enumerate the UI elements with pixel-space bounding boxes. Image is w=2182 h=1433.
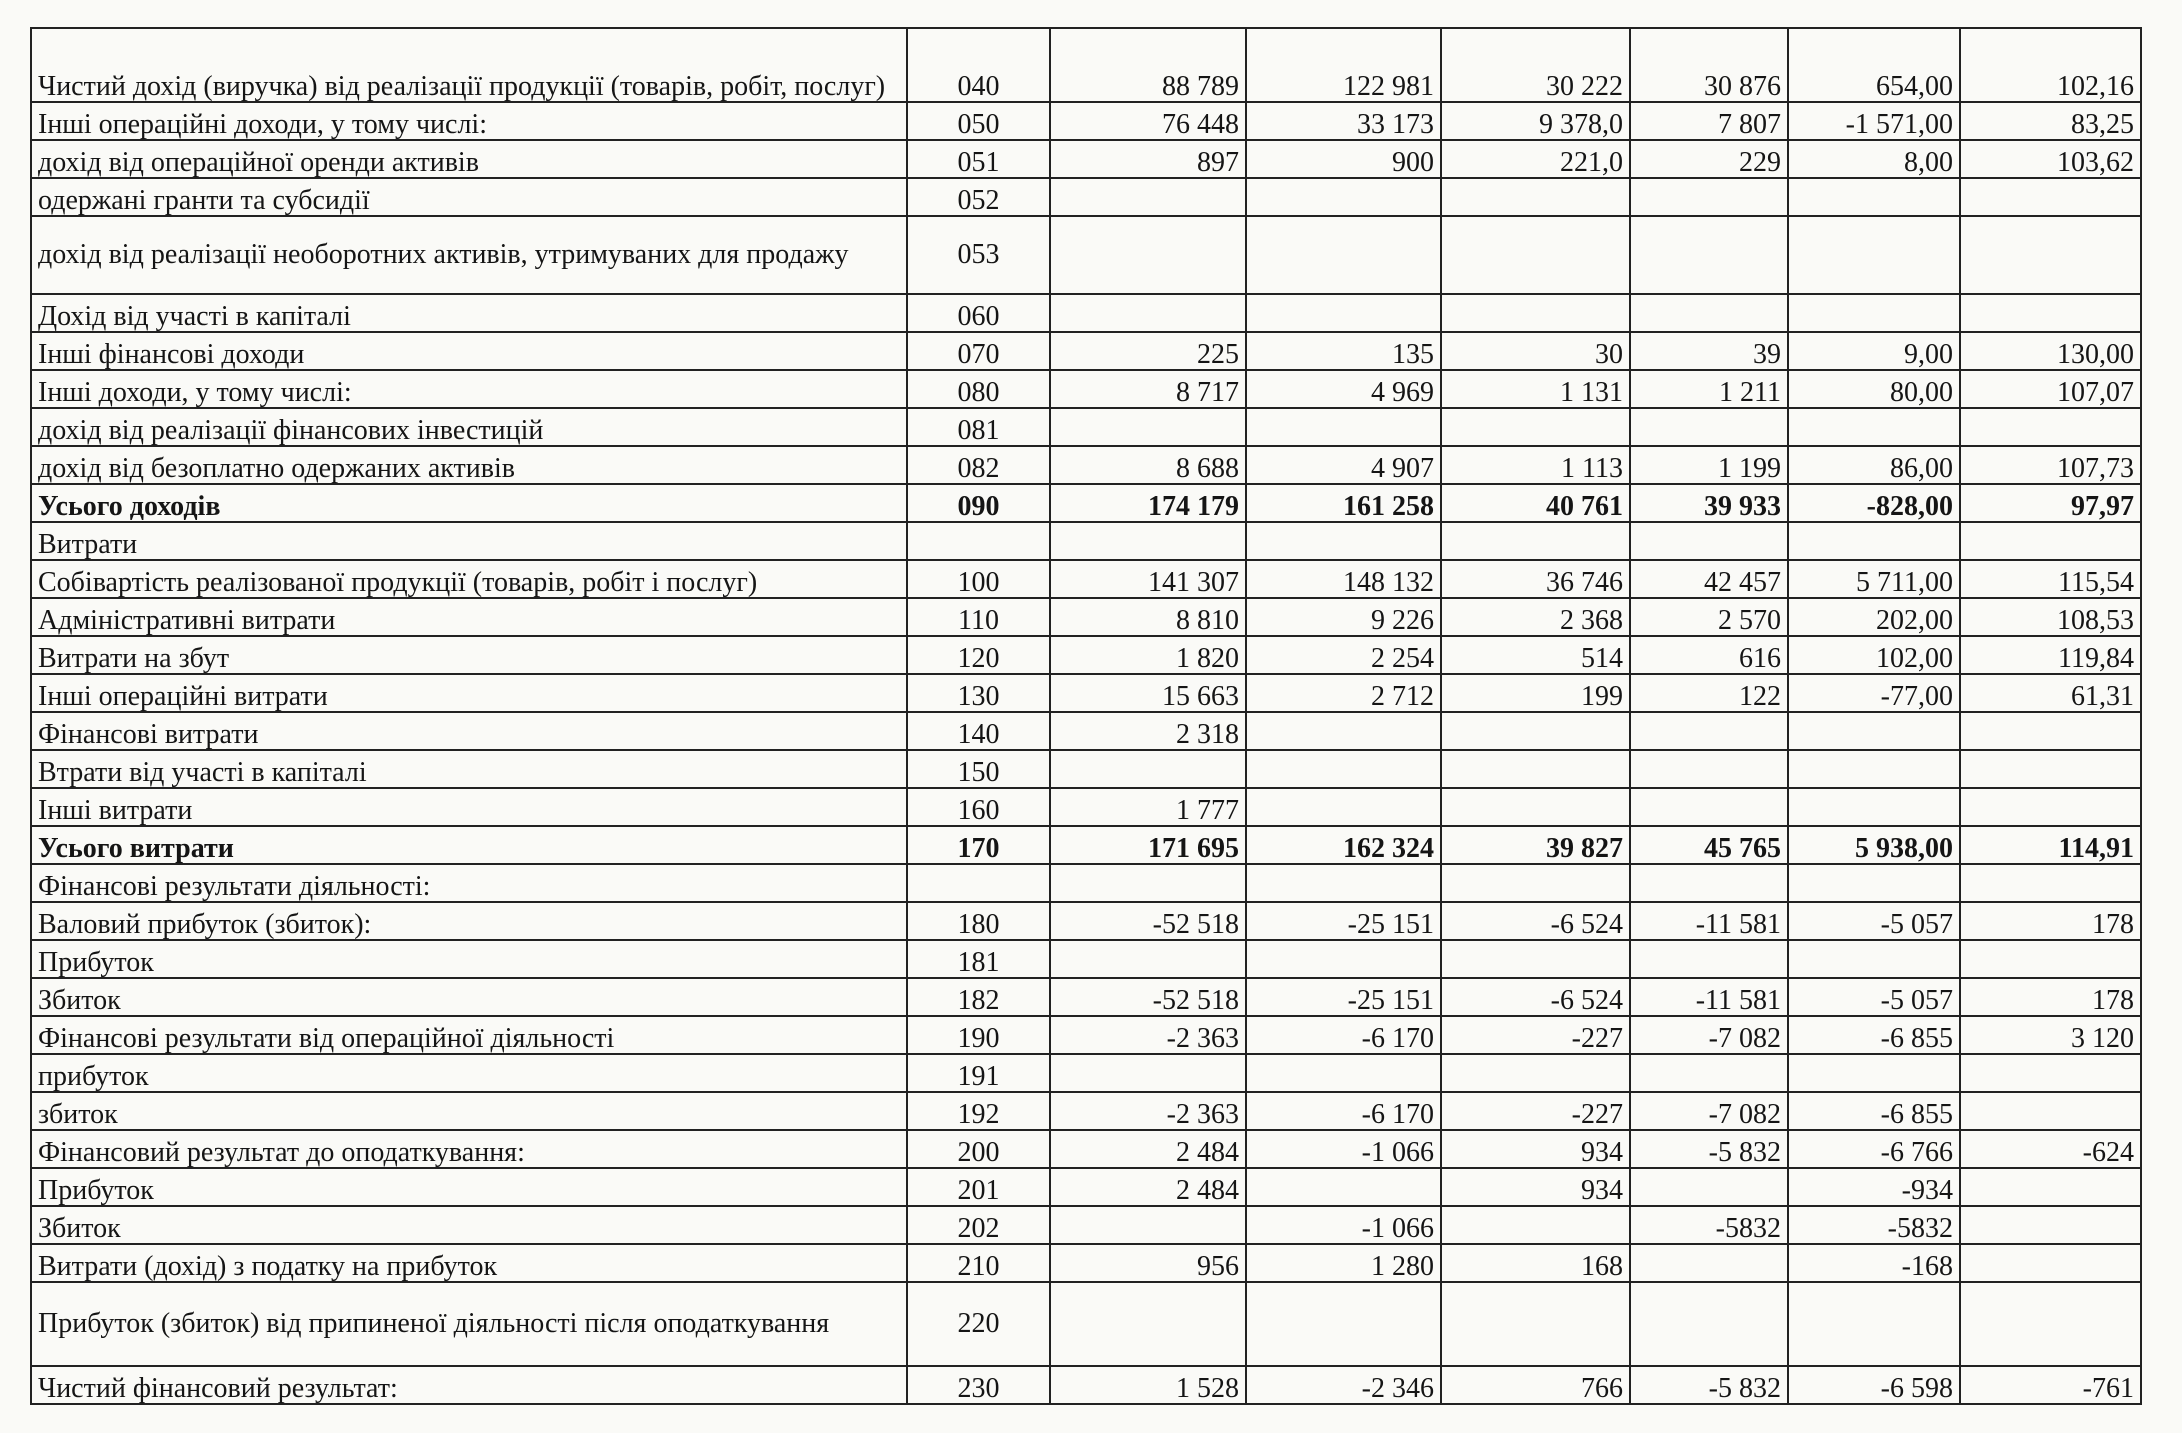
value-cell-v2: [1246, 1282, 1441, 1366]
value-cell-v4: 30 876: [1630, 28, 1788, 102]
table-row: [31, 560, 2141, 598]
value-cell-v5: -6 766: [1788, 1130, 1960, 1168]
value-cell-v5: -5 057: [1788, 902, 1960, 940]
value-cell-v2: 2 254: [1246, 636, 1441, 674]
value-cell-v5: [1788, 712, 1960, 750]
value-cell-v6: 3 120: [1960, 1016, 2141, 1054]
row-code: 051: [907, 140, 1050, 178]
value-cell-v3: [1441, 408, 1630, 446]
row-code: 182: [907, 978, 1050, 1016]
value-cell-v1: [1050, 864, 1246, 902]
value-cell-v6: [1960, 1244, 2141, 1282]
row-label: Усього доходів: [31, 484, 907, 522]
value-cell-v5: -6 598: [1788, 1366, 1960, 1404]
value-cell-v6: 83,25: [1960, 102, 2141, 140]
table-row: [31, 598, 2141, 636]
value-cell-v4: 45 765: [1630, 826, 1788, 864]
value-cell-v1: 2 318: [1050, 712, 1246, 750]
table-row: [31, 750, 2141, 788]
value-cell-v2: [1246, 408, 1441, 446]
value-cell-v5: 80,00: [1788, 370, 1960, 408]
table-row: [31, 902, 2141, 940]
value-cell-v6: [1960, 1054, 2141, 1092]
row-label: Фінансовий результат до оподаткування:: [31, 1130, 907, 1168]
value-cell-v2: 4 907: [1246, 446, 1441, 484]
row-code: 110: [907, 598, 1050, 636]
value-cell-v3: [1441, 1206, 1630, 1244]
row-label: Фінансові витрати: [31, 712, 907, 750]
row-code: 202: [907, 1206, 1050, 1244]
row-code: 120: [907, 636, 1050, 674]
value-cell-v1: [1050, 940, 1246, 978]
row-label: Збиток: [31, 978, 907, 1016]
value-cell-v4: 229: [1630, 140, 1788, 178]
value-cell-v4: 1 211: [1630, 370, 1788, 408]
row-label: дохід від реалізації фінансових інвестицій: [31, 408, 907, 446]
row-code: 140: [907, 712, 1050, 750]
value-cell-v5: 8,00: [1788, 140, 1960, 178]
row-code: 082: [907, 446, 1050, 484]
value-cell-v3: 30 222: [1441, 28, 1630, 102]
value-cell-v4: 7 807: [1630, 102, 1788, 140]
value-cell-v1: 956: [1050, 1244, 1246, 1282]
value-cell-v6: -624: [1960, 1130, 2141, 1168]
value-cell-v1: 1 777: [1050, 788, 1246, 826]
value-cell-v1: [1050, 1054, 1246, 1092]
row-label: Витрати (дохід) з податку на прибуток: [31, 1244, 907, 1282]
value-cell-v1: 171 695: [1050, 826, 1246, 864]
value-cell-v1: -2 363: [1050, 1092, 1246, 1130]
value-cell-v4: [1630, 1054, 1788, 1092]
value-cell-v3: 934: [1441, 1130, 1630, 1168]
value-cell-v1: 1 820: [1050, 636, 1246, 674]
financial-results-sheet: [30, 27, 2140, 1405]
value-cell-v6: -761: [1960, 1366, 2141, 1404]
table-row: [31, 28, 2141, 102]
value-cell-v4: 39: [1630, 332, 1788, 370]
value-cell-v5: [1788, 750, 1960, 788]
value-cell-v3: [1441, 1054, 1630, 1092]
value-cell-v3: 766: [1441, 1366, 1630, 1404]
value-cell-v3: 39 827: [1441, 826, 1630, 864]
row-label: Чистий дохід (виручка) від реалізації продукції (товарів, робіт, послуг): [31, 28, 907, 102]
row-label: Інші доходи, у тому числі:: [31, 370, 907, 408]
value-cell-v6: 114,91: [1960, 826, 2141, 864]
row-label: Прибуток (збиток) від припиненої діяльності після оподаткування: [31, 1282, 907, 1366]
value-cell-v6: [1960, 1206, 2141, 1244]
value-cell-v4: [1630, 216, 1788, 294]
table-row: [31, 1092, 2141, 1130]
value-cell-v5: -934: [1788, 1168, 1960, 1206]
value-cell-v4: -11 581: [1630, 902, 1788, 940]
value-cell-v5: -828,00: [1788, 484, 1960, 522]
value-cell-v3: [1441, 788, 1630, 826]
row-code: 170: [907, 826, 1050, 864]
value-cell-v5: 86,00: [1788, 446, 1960, 484]
value-cell-v1: -2 363: [1050, 1016, 1246, 1054]
value-cell-v5: -77,00: [1788, 674, 1960, 712]
value-cell-v2: [1246, 1168, 1441, 1206]
row-code: 201: [907, 1168, 1050, 1206]
table-row: [31, 216, 2141, 294]
table-row: [31, 370, 2141, 408]
value-cell-v2: [1246, 788, 1441, 826]
value-cell-v1: [1050, 294, 1246, 332]
row-code: 080: [907, 370, 1050, 408]
value-cell-v6: 103,62: [1960, 140, 2141, 178]
value-cell-v4: -11 581: [1630, 978, 1788, 1016]
value-cell-v3: [1441, 216, 1630, 294]
row-label: Інші операційні витрати: [31, 674, 907, 712]
value-cell-v4: -5 832: [1630, 1366, 1788, 1404]
table-row: [31, 940, 2141, 978]
value-cell-v1: [1050, 408, 1246, 446]
value-cell-v2: -2 346: [1246, 1366, 1441, 1404]
value-cell-v1: 15 663: [1050, 674, 1246, 712]
value-cell-v1: 8 688: [1050, 446, 1246, 484]
value-cell-v3: 36 746: [1441, 560, 1630, 598]
value-cell-v3: [1441, 1282, 1630, 1366]
row-label: Усього витрати: [31, 826, 907, 864]
row-code: 040: [907, 28, 1050, 102]
row-code: 050: [907, 102, 1050, 140]
value-cell-v3: 168: [1441, 1244, 1630, 1282]
value-cell-v4: [1630, 178, 1788, 216]
table-row: [31, 978, 2141, 1016]
value-cell-v6: [1960, 294, 2141, 332]
row-label: Прибуток: [31, 940, 907, 978]
value-cell-v2: 9 226: [1246, 598, 1441, 636]
table-row: [31, 674, 2141, 712]
value-cell-v2: -6 170: [1246, 1016, 1441, 1054]
value-cell-v5: 654,00: [1788, 28, 1960, 102]
value-cell-v3: [1441, 750, 1630, 788]
value-cell-v6: [1960, 1282, 2141, 1366]
value-cell-v1: [1050, 522, 1246, 560]
value-cell-v6: [1960, 712, 2141, 750]
value-cell-v5: -6 855: [1788, 1092, 1960, 1130]
value-cell-v2: 1 280: [1246, 1244, 1441, 1282]
row-label: Інші операційні доходи, у тому числі:: [31, 102, 907, 140]
value-cell-v3: -227: [1441, 1092, 1630, 1130]
value-cell-v4: [1630, 712, 1788, 750]
value-cell-v5: [1788, 216, 1960, 294]
value-cell-v3: 1 131: [1441, 370, 1630, 408]
value-cell-v2: 4 969: [1246, 370, 1441, 408]
value-cell-v5: [1788, 294, 1960, 332]
row-code: 060: [907, 294, 1050, 332]
value-cell-v2: -1 066: [1246, 1130, 1441, 1168]
table-row: [31, 522, 2141, 560]
table-row: [31, 1366, 2141, 1404]
value-cell-v2: [1246, 522, 1441, 560]
row-code: 090: [907, 484, 1050, 522]
value-cell-v6: 107,07: [1960, 370, 2141, 408]
row-label: Втрати від участі в капіталі: [31, 750, 907, 788]
value-cell-v3: 934: [1441, 1168, 1630, 1206]
row-label: Витрати: [31, 522, 907, 560]
value-cell-v4: -5832: [1630, 1206, 1788, 1244]
value-cell-v5: [1788, 864, 1960, 902]
row-code: 192: [907, 1092, 1050, 1130]
value-cell-v1: [1050, 178, 1246, 216]
row-label: Чистий фінансовий результат:: [31, 1366, 907, 1404]
value-cell-v5: [1788, 940, 1960, 978]
value-cell-v2: 900: [1246, 140, 1441, 178]
value-cell-v4: -7 082: [1630, 1092, 1788, 1130]
table-row: [31, 446, 2141, 484]
row-code: 160: [907, 788, 1050, 826]
value-cell-v3: 30: [1441, 332, 1630, 370]
value-cell-v1: 2 484: [1050, 1168, 1246, 1206]
row-label: Валовий прибуток (збиток):: [31, 902, 907, 940]
row-label: дохід від безоплатно одержаних активів: [31, 446, 907, 484]
value-cell-v4: [1630, 294, 1788, 332]
value-cell-v2: 33 173: [1246, 102, 1441, 140]
row-code: 180: [907, 902, 1050, 940]
value-cell-v1: 174 179: [1050, 484, 1246, 522]
value-cell-v5: [1788, 178, 1960, 216]
row-code: 190: [907, 1016, 1050, 1054]
row-code: 150: [907, 750, 1050, 788]
value-cell-v3: -6 524: [1441, 902, 1630, 940]
row-label: Дохід від участі в капіталі: [31, 294, 907, 332]
row-code: 210: [907, 1244, 1050, 1282]
value-cell-v4: 122: [1630, 674, 1788, 712]
row-label: одержані гранти та субсидії: [31, 178, 907, 216]
table-row: [31, 826, 2141, 864]
value-cell-v6: 178: [1960, 978, 2141, 1016]
value-cell-v6: 107,73: [1960, 446, 2141, 484]
row-label: Витрати на збут: [31, 636, 907, 674]
value-cell-v3: 1 113: [1441, 446, 1630, 484]
value-cell-v3: 2 368: [1441, 598, 1630, 636]
value-cell-v6: [1960, 1168, 2141, 1206]
value-cell-v3: 40 761: [1441, 484, 1630, 522]
row-label: Адміністративні витрати: [31, 598, 907, 636]
value-cell-v2: 122 981: [1246, 28, 1441, 102]
row-code: 053: [907, 216, 1050, 294]
value-cell-v2: 135: [1246, 332, 1441, 370]
row-code: 130: [907, 674, 1050, 712]
value-cell-v5: -1 571,00: [1788, 102, 1960, 140]
value-cell-v4: -5 832: [1630, 1130, 1788, 1168]
table-row: [31, 332, 2141, 370]
value-cell-v5: 5 711,00: [1788, 560, 1960, 598]
value-cell-v6: 102,16: [1960, 28, 2141, 102]
value-cell-v3: [1441, 712, 1630, 750]
value-cell-v2: [1246, 178, 1441, 216]
table-row: [31, 1054, 2141, 1092]
row-label: Прибуток: [31, 1168, 907, 1206]
value-cell-v4: [1630, 940, 1788, 978]
financial-results-table: [30, 27, 2142, 1405]
value-cell-v2: 148 132: [1246, 560, 1441, 598]
value-cell-v3: [1441, 864, 1630, 902]
value-cell-v6: 119,84: [1960, 636, 2141, 674]
value-cell-v1: 141 307: [1050, 560, 1246, 598]
value-cell-v2: [1246, 1054, 1441, 1092]
value-cell-v2: 2 712: [1246, 674, 1441, 712]
table-row: [31, 408, 2141, 446]
value-cell-v5: [1788, 522, 1960, 560]
value-cell-v3: [1441, 294, 1630, 332]
row-label: Інші фінансові доходи: [31, 332, 907, 370]
value-cell-v1: 1 528: [1050, 1366, 1246, 1404]
value-cell-v5: 102,00: [1788, 636, 1960, 674]
row-label: дохід від операційної оренди активів: [31, 140, 907, 178]
value-cell-v4: [1630, 408, 1788, 446]
value-cell-v4: 616: [1630, 636, 1788, 674]
table-row: [31, 864, 2141, 902]
value-cell-v2: -1 066: [1246, 1206, 1441, 1244]
row-code: 081: [907, 408, 1050, 446]
table-row: [31, 1016, 2141, 1054]
value-cell-v4: 39 933: [1630, 484, 1788, 522]
row-code: 052: [907, 178, 1050, 216]
value-cell-v1: [1050, 1282, 1246, 1366]
value-cell-v1: [1050, 1206, 1246, 1244]
row-code: 181: [907, 940, 1050, 978]
value-cell-v5: 202,00: [1788, 598, 1960, 636]
row-label: Інші витрати: [31, 788, 907, 826]
value-cell-v1: -52 518: [1050, 978, 1246, 1016]
value-cell-v2: [1246, 750, 1441, 788]
table-row: [31, 1206, 2141, 1244]
value-cell-v5: [1788, 408, 1960, 446]
value-cell-v1: 897: [1050, 140, 1246, 178]
table-row: [31, 1168, 2141, 1206]
value-cell-v6: 97,97: [1960, 484, 2141, 522]
row-code: 070: [907, 332, 1050, 370]
row-label: дохід від реалізації необоротних активів, утримуваних для продажу: [31, 216, 907, 294]
value-cell-v2: [1246, 216, 1441, 294]
value-cell-v4: [1630, 522, 1788, 560]
row-code: 230: [907, 1366, 1050, 1404]
value-cell-v6: 178: [1960, 902, 2141, 940]
value-cell-v6: [1960, 750, 2141, 788]
value-cell-v5: [1788, 788, 1960, 826]
value-cell-v6: 108,53: [1960, 598, 2141, 636]
row-code: 200: [907, 1130, 1050, 1168]
table-row: [31, 140, 2141, 178]
value-cell-v1: 225: [1050, 332, 1246, 370]
value-cell-v3: 9 378,0: [1441, 102, 1630, 140]
table-row: [31, 636, 2141, 674]
value-cell-v1: 88 789: [1050, 28, 1246, 102]
value-cell-v1: 76 448: [1050, 102, 1246, 140]
table-row: [31, 1130, 2141, 1168]
row-label: Фінансові результати від операційної діяльності: [31, 1016, 907, 1054]
value-cell-v5: 5 938,00: [1788, 826, 1960, 864]
row-code: 191: [907, 1054, 1050, 1092]
value-cell-v4: 42 457: [1630, 560, 1788, 598]
value-cell-v5: -6 855: [1788, 1016, 1960, 1054]
value-cell-v2: [1246, 294, 1441, 332]
value-cell-v6: [1960, 1092, 2141, 1130]
value-cell-v4: -7 082: [1630, 1016, 1788, 1054]
value-cell-v1: 8 717: [1050, 370, 1246, 408]
value-cell-v4: [1630, 788, 1788, 826]
value-cell-v2: [1246, 864, 1441, 902]
value-cell-v4: 1 199: [1630, 446, 1788, 484]
value-cell-v4: [1630, 1168, 1788, 1206]
value-cell-v6: 115,54: [1960, 560, 2141, 598]
value-cell-v3: -227: [1441, 1016, 1630, 1054]
row-code: 220: [907, 1282, 1050, 1366]
table-row: [31, 788, 2141, 826]
value-cell-v5: -5 057: [1788, 978, 1960, 1016]
value-cell-v2: 161 258: [1246, 484, 1441, 522]
value-cell-v1: 2 484: [1050, 1130, 1246, 1168]
value-cell-v5: [1788, 1282, 1960, 1366]
value-cell-v3: 514: [1441, 636, 1630, 674]
value-cell-v3: [1441, 522, 1630, 560]
value-cell-v2: -25 151: [1246, 978, 1441, 1016]
table-row: [31, 294, 2141, 332]
value-cell-v2: [1246, 712, 1441, 750]
value-cell-v3: [1441, 940, 1630, 978]
value-cell-v6: 61,31: [1960, 674, 2141, 712]
value-cell-v3: 199: [1441, 674, 1630, 712]
value-cell-v3: [1441, 178, 1630, 216]
table-row: [31, 1244, 2141, 1282]
row-label: збиток: [31, 1092, 907, 1130]
table-row: [31, 178, 2141, 216]
value-cell-v6: [1960, 940, 2141, 978]
value-cell-v6: [1960, 408, 2141, 446]
value-cell-v2: 162 324: [1246, 826, 1441, 864]
table-row: [31, 1282, 2141, 1366]
value-cell-v2: -25 151: [1246, 902, 1441, 940]
value-cell-v5: -168: [1788, 1244, 1960, 1282]
row-label: Збиток: [31, 1206, 907, 1244]
value-cell-v4: [1630, 1282, 1788, 1366]
row-label: Собівартість реалізованої продукції (товарів, робіт і послуг): [31, 560, 907, 598]
value-cell-v3: -6 524: [1441, 978, 1630, 1016]
row-label: Фінансові результати діяльності:: [31, 864, 907, 902]
value-cell-v4: [1630, 1244, 1788, 1282]
value-cell-v1: [1050, 216, 1246, 294]
value-cell-v2: -6 170: [1246, 1092, 1441, 1130]
value-cell-v2: [1246, 940, 1441, 978]
value-cell-v5: [1788, 1054, 1960, 1092]
row-code: [907, 864, 1050, 902]
table-row: [31, 484, 2141, 522]
value-cell-v1: -52 518: [1050, 902, 1246, 940]
value-cell-v6: 130,00: [1960, 332, 2141, 370]
row-code: [907, 522, 1050, 560]
row-code: 100: [907, 560, 1050, 598]
value-cell-v4: 2 570: [1630, 598, 1788, 636]
value-cell-v1: [1050, 750, 1246, 788]
value-cell-v1: 8 810: [1050, 598, 1246, 636]
value-cell-v3: 221,0: [1441, 140, 1630, 178]
value-cell-v5: -5832: [1788, 1206, 1960, 1244]
value-cell-v6: [1960, 178, 2141, 216]
value-cell-v6: [1960, 216, 2141, 294]
value-cell-v4: [1630, 750, 1788, 788]
row-label: прибуток: [31, 1054, 907, 1092]
table-row: [31, 102, 2141, 140]
table-row: [31, 712, 2141, 750]
value-cell-v6: [1960, 864, 2141, 902]
value-cell-v6: [1960, 522, 2141, 560]
value-cell-v4: [1630, 864, 1788, 902]
value-cell-v6: [1960, 788, 2141, 826]
value-cell-v5: 9,00: [1788, 332, 1960, 370]
